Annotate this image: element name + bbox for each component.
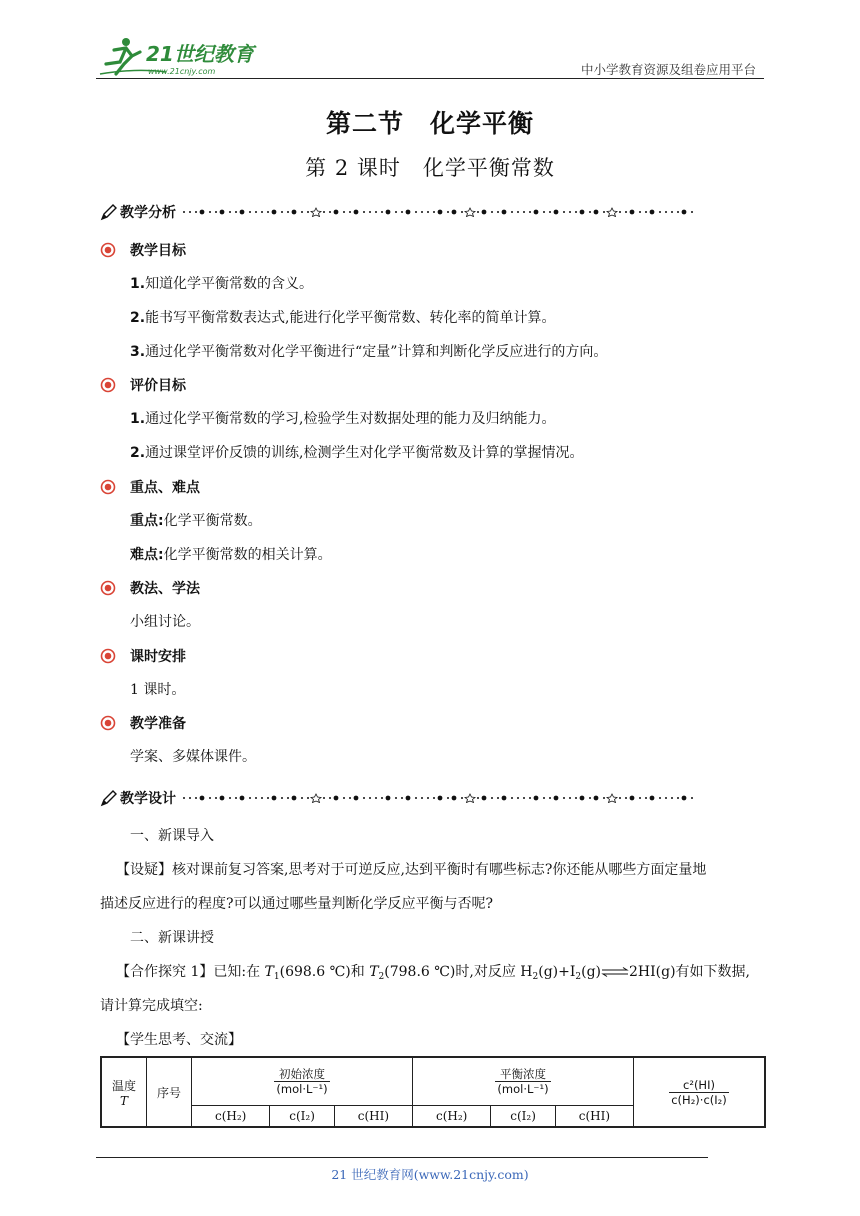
dotted-divider	[180, 207, 700, 217]
heading-text: 教法、学法	[130, 581, 200, 597]
footer-divider	[96, 1157, 708, 1158]
footer-link[interactable]: 21 世纪教育网(www.21cnjy.com)	[331, 1167, 529, 1182]
section-label-analysis: 教学分析	[120, 205, 176, 221]
col-initial-header: $\frac{\text{初始浓度}}{\text{(mol·L⁻¹)}}$	[192, 1057, 413, 1105]
col-temperature-header: 温度 T	[101, 1057, 147, 1127]
inquiry-paragraph-line2: 请计算完成填空:	[100, 998, 203, 1014]
equilibrium-arrow-icon	[601, 967, 629, 977]
header-divider	[96, 78, 764, 79]
goal-item-3: 3.通过化学平衡常数对化学平衡进行“定量”计算和判断化学反应进行的方向。	[130, 344, 608, 360]
goal-item-1: 1.知道化学平衡常数的含义。	[130, 276, 314, 292]
section-label-design: 教学设计	[120, 791, 176, 807]
section-bar-design	[100, 788, 700, 808]
dotted-divider	[180, 793, 700, 803]
section-bar-analysis	[100, 202, 700, 222]
page-title: 第二节 化学平衡	[325, 109, 534, 138]
target-bullet-icon	[100, 377, 116, 393]
col-index-header: 序号	[147, 1057, 192, 1127]
page-subtitle: 第 2 课时 化学平衡常数	[305, 156, 555, 180]
header-platform-text: 中小学教育资源及组卷应用平台	[580, 62, 756, 77]
heading-methods	[100, 577, 200, 599]
pen-icon	[100, 789, 118, 807]
subcol-equilibrium-i2: c(I₂)	[491, 1105, 555, 1127]
difficult-point: 难点:化学平衡常数的相关计算。	[130, 547, 332, 563]
heading-text: 重点、难点	[130, 480, 200, 496]
key-point: 重点:化学平衡常数。	[130, 513, 262, 529]
heading-text: 评价目标	[130, 378, 186, 394]
svg-text:www.21cnjy.com: www.21cnjy.com	[148, 67, 216, 76]
preparation-text: 学案、多媒体课件。	[130, 749, 256, 765]
schedule-text: 1 课时。	[130, 682, 186, 698]
col-equilibrium-header: $\frac{\text{平衡浓度}}{\text{(mol·L⁻¹)}}$	[412, 1057, 633, 1105]
heading-text: 教学准备	[130, 716, 186, 732]
question-paragraph-line1: 【设疑】核对课前复习答案,思考对于可逆反应,达到平衡时有哪些标志?你还能从哪些方面定量地	[116, 862, 707, 878]
heading-text: 课时安排	[130, 649, 186, 665]
heading-schedule	[100, 645, 186, 667]
methods-text: 小组讨论。	[130, 614, 200, 630]
evaluation-item-1: 1.通过化学平衡常数的学习,检验学生对数据处理的能力及归纳能力。	[130, 411, 556, 427]
target-bullet-icon	[100, 648, 116, 664]
subcol-equilibrium-hi: c(HI)	[555, 1105, 633, 1127]
target-bullet-icon	[100, 580, 116, 596]
target-bullet-icon	[100, 715, 116, 731]
pen-icon	[100, 203, 118, 221]
svg-text:21世纪教育: 21世纪教育	[146, 42, 254, 66]
heading-preparation	[100, 712, 186, 734]
part-heading-intro: 一、新课导入	[130, 828, 214, 844]
discuss-label: 【学生思考、交流】	[116, 1032, 242, 1048]
subcol-initial-i2: c(I₂)	[270, 1105, 334, 1127]
question-paragraph-line2: 描述反应进行的程度?可以通过哪些量判断化学反应平衡与否呢?	[100, 896, 494, 912]
target-bullet-icon	[100, 479, 116, 495]
subcol-equilibrium-h2: c(H₂)	[412, 1105, 490, 1127]
heading-teaching-goals	[100, 239, 186, 261]
subcol-initial-hi: c(HI)	[334, 1105, 412, 1127]
heading-evaluation-goals	[100, 374, 186, 396]
goal-item-2: 2.能书写平衡常数表达式,能进行化学平衡常数、转化率的简单计算。	[130, 310, 556, 326]
col-k-expression-header: $\frac{\text{c²(HI)}}{\text{c(H₂)·c(I₂)}}$	[634, 1057, 766, 1127]
inquiry-paragraph-line1: 【合作探究 1】已知:在 $T_1(698.6$ ℃)和 $T_2(798.6$ ℃)时,对反应 $H_2(g)+I_2(g)$ 2HI(g)有如下数据,	[116, 964, 750, 982]
subcol-initial-h2: c(H₂)	[192, 1105, 270, 1127]
evaluation-item-2: 2.通过课堂评价反馈的训练,检测学生对化学平衡常数及计算的掌握情况。	[130, 445, 584, 461]
heading-text: 教学目标	[130, 243, 186, 259]
equilibrium-data-table	[100, 1056, 766, 1128]
target-bullet-icon	[100, 242, 116, 258]
site-logo	[96, 34, 266, 78]
heading-key-points	[100, 476, 200, 498]
part-heading-lecture: 二、新课讲授	[130, 930, 214, 946]
